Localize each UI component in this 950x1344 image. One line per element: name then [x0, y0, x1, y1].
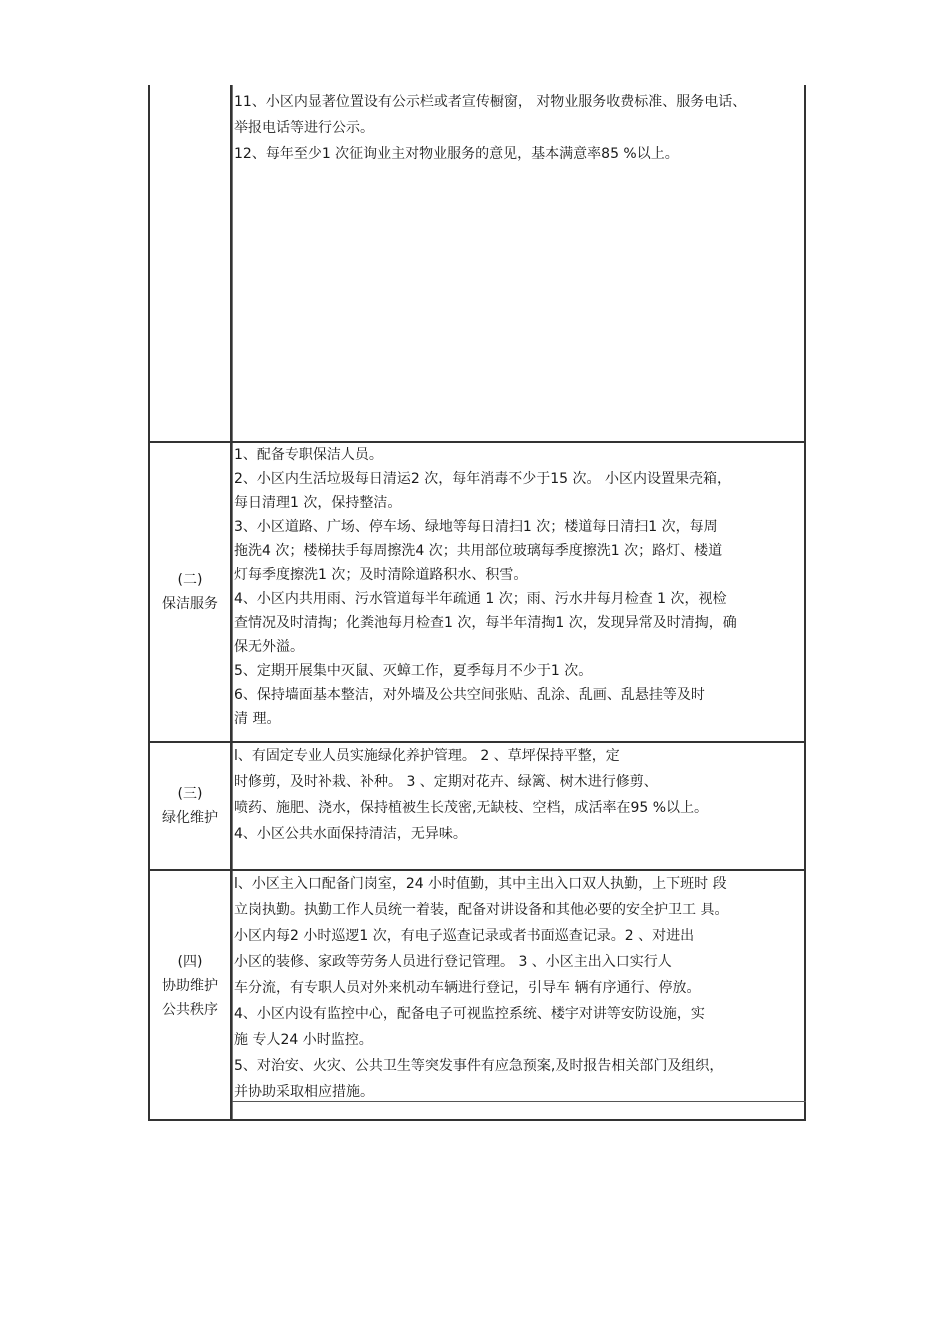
content-line: 并协助采取相应措施。 — [234, 1084, 374, 1100]
content-line: 每日清理1 次，保持整洁。 — [234, 495, 402, 511]
section-title-line-2: 公共秩序 — [162, 1002, 218, 1018]
content-line: 5、对治安、火灾、公共卫生等突发事件有应急预案,及时报告相关部门及组织， — [234, 1058, 724, 1074]
content-line: 喷药、施肥、浇水，保持植被生长茂密,无缺枝、空档，成活率在95 %以上。 — [234, 800, 709, 816]
content-line: 1、配备专职保洁人员。 — [234, 447, 383, 463]
content-line: l、小区主入口配备门岗室，24 小时值勤，其中主出入口双人执勤，上下班时 段 — [234, 876, 727, 892]
content-line: 11、小区内显著位置设有公示栏或者宣传橱窗， 对物业服务收费标准、服务电话、 — [234, 94, 747, 110]
content-line: 6、保持墙面基本整洁，对外墙及公共空间张贴、乱涂、乱画、乱悬挂等及时 — [234, 687, 705, 703]
row-cleaning-content-cell — [234, 443, 812, 731]
content-line: 立岗执勤。执勤工作人员统一着装，配备对讲设备和其他必要的安全护卫工 具。 — [234, 902, 729, 918]
content-line: 清 理。 — [234, 711, 281, 727]
content-line: 拖洗4 次；楼梯扶手每周擦洗4 次；共用部位玻璃每季度擦洗1 次；路灯、楼道 — [234, 543, 723, 559]
content-line: 2、小区内生活垃圾每日清运2 次，每年消毒不少于15 次。 小区内设置果壳箱， — [234, 471, 731, 487]
row-cleaning-label-cell — [150, 443, 230, 741]
content-line: 5、定期开展集中灭鼠、灭蟑工作，夏季每月不少于1 次。 — [234, 663, 593, 679]
content-line: 小区内每2 小时巡逻1 次，有电子巡查记录或者书面巡查记录。2 、对进出 — [234, 928, 695, 944]
section-title: 绿化维护 — [162, 810, 218, 826]
content-line: 小区的装修、家政等劳务人员进行登记管理。 3 、小区主出入口实行人 — [234, 954, 672, 970]
content-line: 4、小区内共用雨、污水管道每半年疏通 1 次；雨、污水井每月检查 1 次，视检 — [234, 591, 727, 607]
content-line: l、有固定专业人员实施绿化养护管理。 2 、草坪保持平整，定 — [234, 748, 620, 764]
row-1-content-cell — [234, 89, 812, 167]
service-standards-table — [148, 85, 808, 1121]
content-line: 查情况及时清掏；化粪池每月检查1 次，每半年清掏1 次，发现异常及时清掏，确 — [234, 615, 737, 631]
content-line: 12、每年至少1 次征询业主对物业服务的意见，基本满意率85 %以上。 — [234, 146, 679, 162]
section-title: 保洁服务 — [162, 596, 218, 612]
content-line: 4、小区内设有监控中心，配备电子可视监控系统、楼宇对讲等安防设施，实 — [234, 1006, 705, 1022]
section-title-line-1: 协助维护 — [162, 978, 218, 994]
content-line: 车分流，有专职人员对外来机动车辆进行登记，引导车 辆有序通行、停放。 — [234, 980, 701, 996]
content-line: 保无外溢。 — [234, 639, 304, 655]
row-greening-content-cell — [234, 743, 812, 847]
table-column-divider-inner — [232, 85, 233, 1121]
row-order-content-cell — [234, 871, 812, 1105]
content-line: 4、小区公共水面保持清洁，无异味。 — [234, 826, 467, 842]
content-line: 施 专人24 小时监控。 — [234, 1032, 373, 1048]
content-line: 灯每季度擦洗1 次；及时清除道路积水、积雪。 — [234, 567, 528, 583]
section-number: (四) — [177, 954, 203, 970]
row-1-label-cell — [150, 85, 230, 441]
row-greening-label-cell — [150, 743, 230, 869]
table-border-bottom — [148, 1119, 806, 1121]
section-number: (三) — [177, 786, 203, 802]
content-line: 时修剪，及时补栽、补种。 3 、定期对花卉、绿篱、树木进行修剪、 — [234, 774, 658, 790]
section-number: (二) — [177, 572, 203, 588]
content-line: 举报电话等进行公示。 — [234, 120, 374, 136]
content-line: 3、小区道路、广场、停车场、绿地等每日清扫1 次；楼道每日清扫1 次，每周 — [234, 519, 718, 535]
row-order-label-cell — [150, 871, 230, 1101]
